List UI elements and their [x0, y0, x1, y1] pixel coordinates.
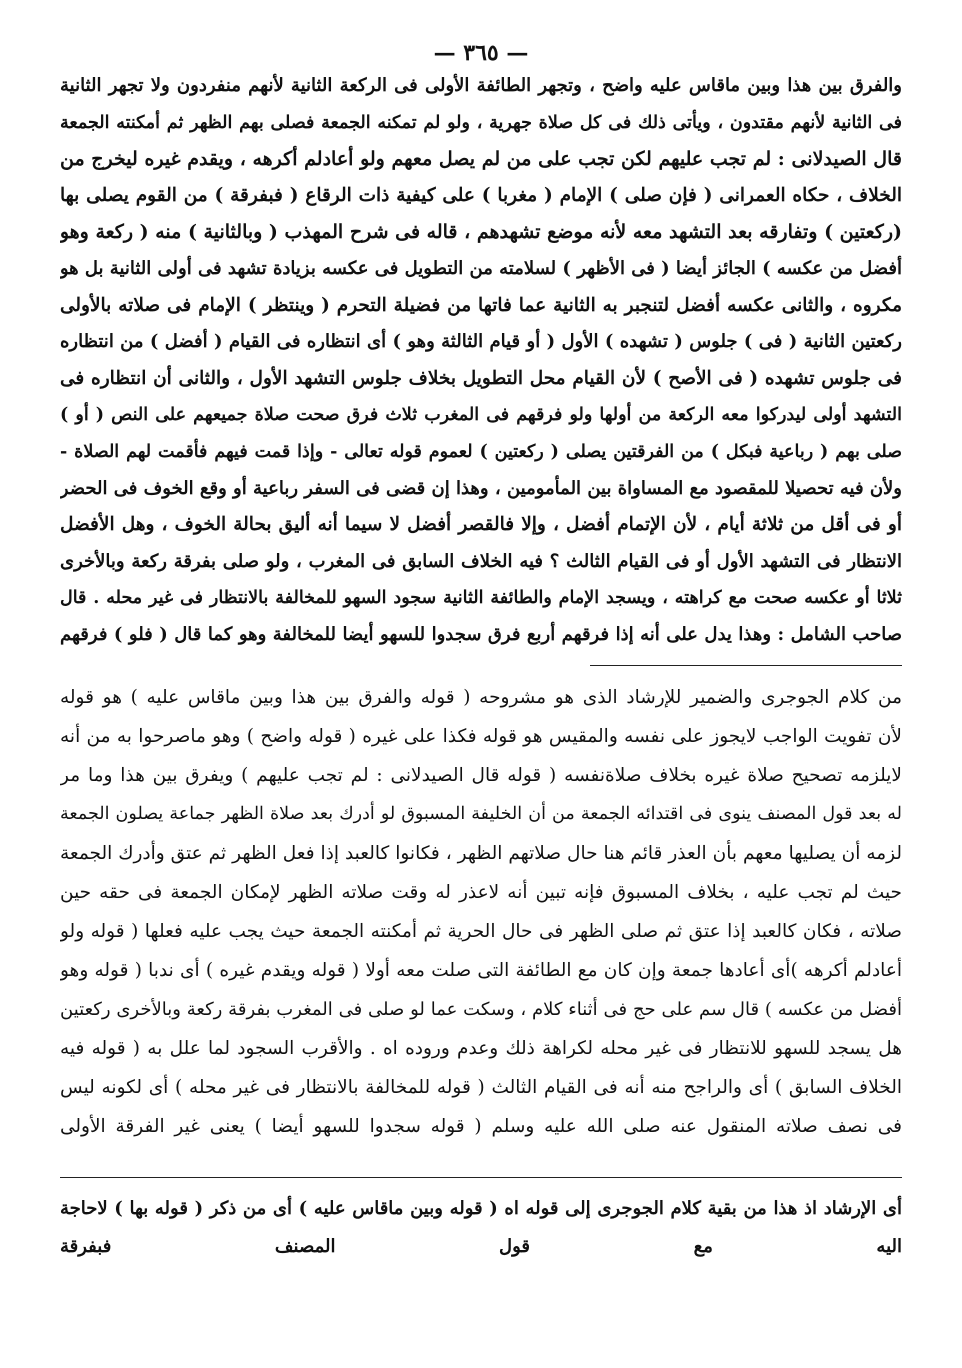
text-line: له بعد قول المصنف ينوى فى اقتدائه الجمعة من أن الخليفة المسبوق لو أدرك بعد صلاة الظهر جماعة يصلون الجمعة	[60, 804, 902, 824]
text-line: التشهد أولى ليدركوا معه الركعة من أولها ولو فرقهم فى المغرب ثلاث فرق صحت صلاة جميعهم على النص ( أو )	[60, 405, 902, 426]
footnote-text	[60, 1190, 902, 1266]
separator-rule	[590, 665, 902, 666]
text-line: صاحب الشامل : وهذا يدل على أنه إذا فرقهم أربع فرق سجدوا للسهو أيضا للمخالفة وهو كما قال ( فلو ) فرقهم	[60, 623, 902, 645]
text-line: أو فى أقل من ثلاثة أيام ، لأن الإتمام أفضل ، وإلا فالقصر أفضل لا سيما أنه أليق بحالة الخوف ، وهل الأفضل	[60, 514, 902, 536]
text-line: من كلام الجوجرى والضمير للإرشاد الذى هو مشروحه ( قوله والفرق بين هذا وبين ماقاس عليه ) هو قوله	[60, 687, 902, 708]
text-line: مكروه ، والثانى عكسه أفضل لتنجبر به الثانية عما فاتها من فضيلة التحرم ( وينتظر ) الإمام فى صلاته بالأولى	[60, 294, 902, 316]
text-line: فى جلوس تشهده ( فى الأصح ) لأن القيام محل التطويل بخلاف جلوس التشهد الأول ، والثانى أن انتظاره فى	[60, 367, 902, 389]
text-line: فى الثانية لأنهم مقتدون ، ويأتى ذلك فى كل صلاة جهرية ، ولو لم تمكنه الجمعة فصلى بهم الظهر ثم أمكنته الجمعة	[60, 112, 902, 133]
text-line: لأن تفويت الواجب لايجوز على نفسه والمقيس هو قوله فكذا على غيره ( قوله واضح ) وهو ماصرحوا به من أنه	[60, 726, 902, 747]
text-line: حيث لم تجب عليه ، بخلاف المسبوق فإنه تبين أنه لاعذر له وقت صلاته الظهر لإمكان الجمعة فى حقه حين	[60, 882, 902, 903]
separator-rule	[60, 1177, 902, 1178]
page-number: — ٣٦٥ —	[433, 40, 529, 66]
text-line: أفضل من عكسه ) الجائز أيضا ( فى الأظهر ) لسلامته من التطويل فى عكسه بزيادة تشهد فى أولى الثانية بل هو	[60, 257, 902, 279]
text-line: اليه مع قول المصنف فبفرقة	[60, 1236, 902, 1257]
text-line: والفرق بين هذا وبين ماقاس عليه واضح ، وتجهر الطائفة الأولى فى الركعة الثانية لأنهم منفردون ولا تجهر الثانية	[60, 75, 902, 96]
text-line: صلى بهم ( رباعية فبكل ) من الفرقتين يصلى ( ركعتين ) لعموم قوله تعالى - وإذا قمت فيهم فأقمت لهم الصلاة -	[60, 441, 902, 462]
commentary-text	[60, 678, 902, 1146]
text-line: (ركعتين ) وتفارقه بعد التشهد معه لأنه موضع تشهدهم ، قاله فى شرح المهذب ( وبالثانية ) منه ( ركعة وهو	[60, 221, 902, 244]
text-line: صلاته ، فكان كالعبد إذا عتق ثم صلى الظهر فى حال الحرية ثم أمكنته الجمعة حيث يجب عليه فعلها ( قوله ولو	[60, 921, 902, 942]
text-line: ثلاثا أو عكسه صحت مع كراهته ، ويسجد الإمام والطائفة الثانية سجود السهو للمخالفة بالانتظار فى غير محله . قال	[60, 588, 902, 609]
text-line: قال الصيدلانى : لم تجب عليهم لكن تجب على من لم يصل معهم ولو أعادلم أكرهه ، ويقدم غيره ليخرج من	[60, 148, 902, 171]
text-line: ركعتين الثانية ( فى ) جلوس ( تشهده ) الأول ( أو قيام الثالثة وهو ) أى انتظاره فى القيام ( أفضل ) من انتظاره	[60, 331, 902, 353]
text-line: الخلاف السابق ) أى والراجح منه أنه فى القيام الثالث ( قوله للمخالفة بالانتظار فى غير محله ) أى لكونه ليس	[60, 1077, 902, 1098]
text-line: ولأن فيه تحصيلا للمقصود مع المساواة بين المأمومين ، وهذا إن قضى فى السفر رباعية أو وقع الخوف فى الحضر	[60, 477, 902, 499]
text-line: لزمه أن يصليها معهم بأن العذر قائم هنا حال صلاتهم الظهر ، فكانوا كالعبد إذا فعل الظهر ثم عتق وأدرك الجمعة	[60, 843, 902, 864]
text-line: أعادلم أكرهه )أى أعادها جمعة وإن كان مع الطائفة التى صلت معه أولا ( قوله ويقدم غيره ) أى ندبا ( قوله وهو	[60, 960, 902, 981]
text-line: الانتظار فى التشهد الأول أو فى القيام الثالث ؟ فيه الخلاف السابق فى المغرب ، ولو صلى بفرقة ركعة وبالأخرى	[60, 550, 902, 572]
text-line: هل يسجد للسهو للانتظار فى غير محله لكراهة ذلك وعدم وروده اه . والأقرب السجود لما علل به ( قوله فيه	[60, 1038, 902, 1059]
text-line: فى نصف صلاته المنقول عنه صلى الله عليه وسلم ( قوله سجدوا للسهو أيضا ) يعنى غير الفرقة الأولى	[60, 1116, 902, 1137]
text-line: أى الإرشاد اذ هذا من بقية كلام الجوجرى إلى قوله اه ( قوله وبين ماقاس عليه ) أى من ذكر ( قوله بها ) لاحاجة	[60, 1198, 902, 1219]
text-line: لايلزمه تصحيح صلاة غيره بخلاف صلاةنفسه ( قوله قال الصيدلانى : لم تجب عليهم ) ويفرق بين هذا وما مر	[60, 765, 902, 786]
text-line: أفضل من عكسه ) قال سم على حج فى أثناء كلام ، وسكت عما لو صلى فى المغرب بفرقة ركعة وبالأخرى ركعتين	[60, 999, 902, 1020]
text-line: الخلاف ، حكاه العمرانى ( فإن صلى ) الإمام ( مغربا ) على كيفية ذات الرقاع ( فبفرقة ) من القوم يصلى بها	[60, 184, 902, 206]
main-text	[60, 68, 902, 654]
